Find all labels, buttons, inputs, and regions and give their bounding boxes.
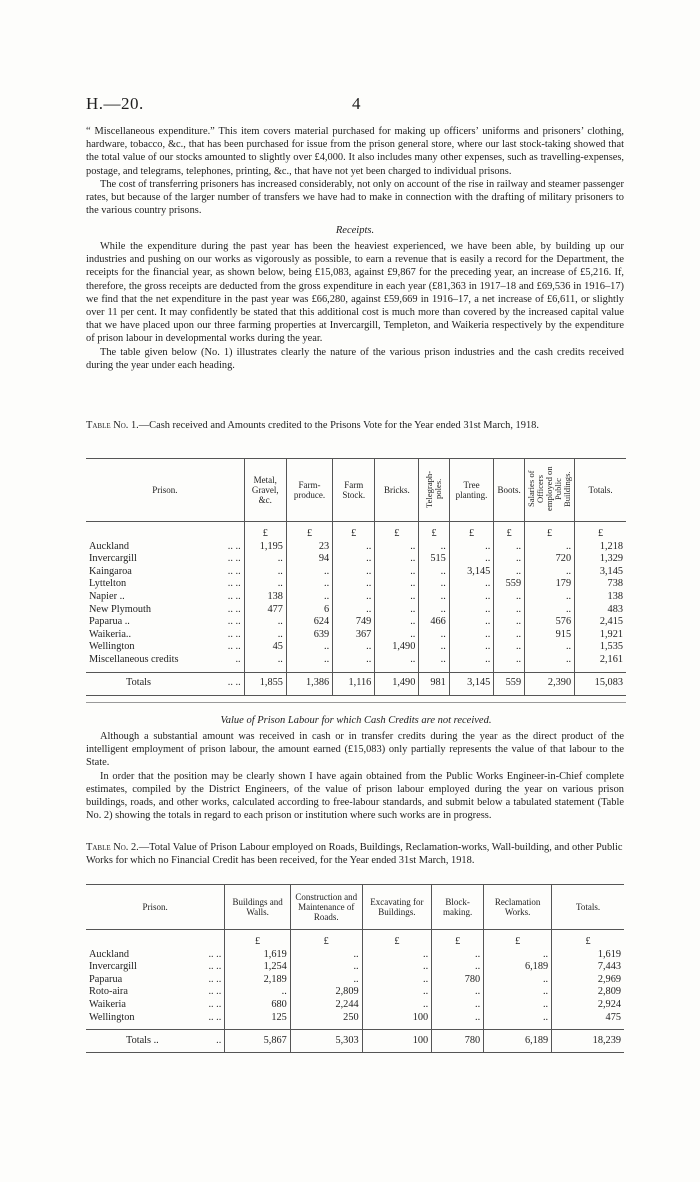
table2-cell: .. xyxy=(290,961,362,974)
table1-cash-received xyxy=(86,458,626,696)
table1-cell: .. xyxy=(375,566,419,579)
table1-prison-name: Waikeria.. xyxy=(89,628,132,640)
table1-bottom-rule xyxy=(86,702,626,703)
table2-cell: .. xyxy=(432,999,484,1012)
table1-row xyxy=(86,629,626,642)
table2-unit-6: £ xyxy=(552,930,624,949)
table1-cell: .. xyxy=(525,541,575,554)
table2-unit-4: £ xyxy=(432,930,484,949)
table2-labour-value xyxy=(86,884,624,1053)
paragraph-public-works: In order that the position may be clearly shown I have again obtained from the Public Works Engineer-in-Chief complete estimates, compiled by the District Engineers, of the value of prison labour employed during the year on various prison buildings, roads, and other works, calculated according to free-labour standards, and submit below a tabulated statement (Table No. 2) showing the totals in regard to each prison or institution where such works are in progress. xyxy=(86,770,624,822)
table2-cell: .. xyxy=(362,974,432,987)
table2-cell: .. xyxy=(484,974,552,987)
table2-row-name xyxy=(86,961,225,974)
table1-leader-dots: .. .. xyxy=(227,540,241,552)
table1-totals-label xyxy=(86,672,244,695)
table1-totals-cell: 1,116 xyxy=(333,672,375,695)
table2-caption-text: —Total Value of Prison Labour employed on Roads, Buildings, Reclamation-works, Wall-building, and other Public Works for which no Financial Credit has been received, for the Year ended 31st March, 1918. xyxy=(86,842,623,866)
table1-totals-cell: 1,490 xyxy=(375,672,419,695)
table1-leader-dots: .. .. xyxy=(227,603,241,615)
table2-unit-2: £ xyxy=(290,930,362,949)
table2-cell: .. xyxy=(362,961,432,974)
table1-row-name xyxy=(86,591,244,604)
table2-totals-text: Totals .. xyxy=(126,1034,159,1046)
table2-cell: .. xyxy=(484,999,552,1012)
table1-cell: 515 xyxy=(419,553,449,566)
table1-prison-name: Miscellaneous credits xyxy=(89,653,179,665)
table1-cell: .. xyxy=(375,591,419,604)
table1-cell: .. xyxy=(494,541,525,554)
table1-totals-cell: 15,083 xyxy=(575,672,626,695)
table1-cell: 466 xyxy=(419,616,449,629)
table1-cell: .. xyxy=(494,566,525,579)
table1-unit-7: £ xyxy=(494,522,525,541)
table1-header-0: Prison. xyxy=(86,459,244,522)
table2-cell: 250 xyxy=(290,1012,362,1025)
table1-cell: .. xyxy=(286,641,332,654)
table2-prison-name: Roto-aira xyxy=(89,986,128,998)
body-text-receipts xyxy=(86,240,624,372)
paragraph-receipts: While the expenditure during the past year has been the heaviest experienced, we have been able, by building up our industries and pushing on our works as vigorously as possible, to earn a revenue that is easily a record for the Department, the receipts for the financial year, as shown below, being £15,083, against £9,867 for the preceding year, an increase of £5,216. If, therefore, the gross receipts are deducted from the gross expenditure in each year (£81,363 in 1917–18 and £69,536 in 1916–17) we find that the net expenditure in the past year was £66,280, against £59,669 in 1916–17, a net increase of £6,611, or slightly over 11 per cent. It may confidently be stated that this additional cost is much more than covered by the increased capital value that we have placed upon our three farming properties at Invercargill, Templeton, and Waikeria respectively by the expenditure of prison labour in developmental works during the year. xyxy=(86,241,624,345)
table2-cell: 2,924 xyxy=(552,999,624,1012)
table1-cell: .. xyxy=(333,541,375,554)
table2-caption xyxy=(86,841,626,867)
table2-cell: 7,443 xyxy=(552,961,624,974)
table2-row xyxy=(86,974,624,987)
table1-header-2: Farm-produce. xyxy=(286,459,332,522)
table2-row-name xyxy=(86,986,225,999)
table1-cell: .. xyxy=(449,541,493,554)
table1-cell: .. xyxy=(333,578,375,591)
table2-row xyxy=(86,986,624,999)
table1-cell: 179 xyxy=(525,578,575,591)
table1-totals-cell: 2,390 xyxy=(525,672,575,695)
table1-prison-name: Kaingaroa xyxy=(89,565,132,577)
table1-cell: 720 xyxy=(525,553,575,566)
table1-row xyxy=(86,641,626,654)
table1-unit-5: £ xyxy=(419,522,449,541)
table1-row xyxy=(86,591,626,604)
table1-row-name xyxy=(86,541,244,554)
labour-heading: Value of Prison Labour for which Cash Credits are not received. xyxy=(220,715,492,726)
table1-cell: .. xyxy=(333,553,375,566)
table2-cell: 2,244 xyxy=(290,999,362,1012)
table1-cell: .. xyxy=(286,654,332,667)
receipts-heading: Receipts. xyxy=(335,225,375,236)
table2-cell: 1,619 xyxy=(225,949,291,962)
table1-cell: .. xyxy=(244,566,286,579)
table2-cell: .. xyxy=(432,986,484,999)
body-text-top xyxy=(86,125,624,217)
table2-header-6: Totals. xyxy=(552,885,624,930)
table2-header-1: Buildings and Walls. xyxy=(225,885,291,930)
table2-row-name xyxy=(86,949,225,962)
table2-prison-name: Auckland xyxy=(89,948,130,960)
table2-leader-dots: .. .. xyxy=(208,998,222,1010)
table1-unit-2: £ xyxy=(286,522,332,541)
table1-cell: .. xyxy=(449,604,493,617)
table1-leader-dots: .. .. xyxy=(227,641,241,653)
table1-cell: .. xyxy=(244,629,286,642)
table2-cell: 1,254 xyxy=(225,961,291,974)
body-text-labour xyxy=(86,730,624,822)
table1-cell: .. xyxy=(333,591,375,604)
table1-cell: .. xyxy=(286,591,332,604)
table1-cell: .. xyxy=(494,629,525,642)
table1-cell: .. xyxy=(286,566,332,579)
table1-unit-4: £ xyxy=(375,522,419,541)
table1-caption-text: —Cash received and Amounts credited to the Prisons Vote for the Year ended 31st March, 1918. xyxy=(138,420,539,431)
table2-cell: 780 xyxy=(432,974,484,987)
table2-cell: 475 xyxy=(552,1012,624,1025)
table1-caption xyxy=(86,419,626,432)
table2-leader-dots: .. .. xyxy=(208,986,222,998)
table2-cell: 100 xyxy=(362,1012,432,1025)
table2-header-5: Reclamation Works. xyxy=(484,885,552,930)
table1-cell: 94 xyxy=(286,553,332,566)
table1-row-name xyxy=(86,578,244,591)
table2-cell: 125 xyxy=(225,1012,291,1025)
table1-cell: .. xyxy=(375,654,419,667)
table1-cell: 23 xyxy=(286,541,332,554)
table1-cell: 1,535 xyxy=(575,641,626,654)
table2-totals-dots: .. xyxy=(216,1034,222,1046)
table1-cell: 138 xyxy=(244,591,286,604)
table1-cell: 483 xyxy=(575,604,626,617)
table1-cell: .. xyxy=(375,616,419,629)
table2-cell: 1,619 xyxy=(552,949,624,962)
table1-prison-name: Auckland xyxy=(89,540,130,552)
table2-cell: .. xyxy=(290,949,362,962)
table2-cell: .. xyxy=(362,986,432,999)
table1-cell: 1,195 xyxy=(244,541,286,554)
table1-unit-9: £ xyxy=(575,522,626,541)
table2-totals-cell: 5,867 xyxy=(225,1030,291,1053)
table1-totals-row xyxy=(86,672,626,695)
table1-leader-dots: .. .. xyxy=(227,628,241,640)
table2-cell: 680 xyxy=(225,999,291,1012)
table1-cell: 915 xyxy=(525,629,575,642)
table1-leader-dots: .. .. xyxy=(227,616,241,628)
table2-prison-name: Waikeria xyxy=(89,998,126,1010)
table1-unit-row xyxy=(86,522,626,541)
table1-cell: .. xyxy=(419,629,449,642)
table1-totals-cell: 1,855 xyxy=(244,672,286,695)
table2-prison-name: Paparua xyxy=(89,973,123,985)
table1-row-name xyxy=(86,654,244,667)
paragraph-miscellaneous: “ Miscellaneous expenditure.” This item covers material purchased for making up officers’ uniforms and prisoners’ clothing, hardware, tobacco, &c., that has been purchased for issue from the prison general store, where our last stock-taking showed that the total value of our stocks amounted to slightly over £4,000. It also includes many other expenses, such as travelling-expenses, postage, and telegrams, telephones, printing, &c., that have not yet been charged to individual prisons. xyxy=(86,126,624,177)
table1-caption-label: Table No. 1. xyxy=(86,420,139,431)
table2-totals-cell: 6,189 xyxy=(484,1030,552,1053)
table1-cell: 738 xyxy=(575,578,626,591)
table1-cell: 45 xyxy=(244,641,286,654)
table1-cell: .. xyxy=(333,654,375,667)
table2-cell: 6,189 xyxy=(484,961,552,974)
table1-cell: .. xyxy=(449,654,493,667)
table2-totals-cell: 100 xyxy=(362,1030,432,1053)
table2-leader-dots: .. .. xyxy=(208,948,222,960)
table1-cell: 2,161 xyxy=(575,654,626,667)
table1-cell: 2,415 xyxy=(575,616,626,629)
table2-unit-0 xyxy=(86,930,225,949)
table1-unit-6: £ xyxy=(449,522,493,541)
table1-prison-name: New Plymouth xyxy=(89,603,152,615)
table2-totals-cell: 18,239 xyxy=(552,1030,624,1053)
table2-cell: 2,969 xyxy=(552,974,624,987)
table2-cell: .. xyxy=(432,949,484,962)
table2-cell: .. xyxy=(484,1012,552,1025)
table1-header-7: Boots. xyxy=(494,459,525,522)
table1-row-name xyxy=(86,604,244,617)
table1-cell: 3,145 xyxy=(449,566,493,579)
table2-row xyxy=(86,961,624,974)
table1-header-1: Metal, Gravel, &c. xyxy=(244,459,286,522)
table2-cell: .. xyxy=(432,1012,484,1025)
table1-totals-cell: 559 xyxy=(494,672,525,695)
paragraph-labour-value: Although a substantial amount was received in cash or in transfer credits during the year as the direct product of the intelligent employment of prison labour, the amount earned (£15,083) only partially represents the value of that labour to the State. xyxy=(86,731,624,769)
table2-row xyxy=(86,1012,624,1025)
table2-header-2: Construction and Maintenance of Roads. xyxy=(290,885,362,930)
table1-prison-name: Lyttelton xyxy=(89,578,127,590)
page-number: 4 xyxy=(352,94,361,113)
table1-totals-cell: 3,145 xyxy=(449,672,493,695)
table2-leader-dots: .. .. xyxy=(208,961,222,973)
table1-cell: .. xyxy=(525,654,575,667)
table1-cell: .. xyxy=(244,578,286,591)
table2-cell: .. xyxy=(290,974,362,987)
table1-header-text-8: Salaries of Officers employed on Public Buildings. xyxy=(526,466,573,512)
table1-cell: .. xyxy=(494,654,525,667)
table1-cell: .. xyxy=(494,591,525,604)
table1-leader-dots: .. xyxy=(235,653,241,665)
table1-cell: .. xyxy=(375,629,419,642)
table2-unit-row xyxy=(86,930,624,949)
table2-row-name xyxy=(86,999,225,1012)
table2-prison-name: Wellington xyxy=(89,1011,135,1023)
table1-cell: .. xyxy=(449,616,493,629)
table1-cell: .. xyxy=(494,641,525,654)
table1-cell: 6 xyxy=(286,604,332,617)
table1-row xyxy=(86,553,626,566)
table2-prison-name: Invercargill xyxy=(89,961,137,973)
table2-totals-row xyxy=(86,1030,624,1053)
table1-row-name xyxy=(86,641,244,654)
table1-unit-0 xyxy=(86,522,244,541)
table1-totals-text: Totals xyxy=(126,677,152,689)
table1-cell: 749 xyxy=(333,616,375,629)
table1-cell: .. xyxy=(449,629,493,642)
table2-cell: .. xyxy=(484,949,552,962)
table1-cell: .. xyxy=(244,553,286,566)
table2-cell: 2,189 xyxy=(225,974,291,987)
table1-cell: .. xyxy=(419,566,449,579)
table1-cell: .. xyxy=(419,604,449,617)
table1-cell: 1,218 xyxy=(575,541,626,554)
table1-unit-1: £ xyxy=(244,522,286,541)
table2-cell: 2,809 xyxy=(290,986,362,999)
table2-header-3: Excavating for Buildings. xyxy=(362,885,432,930)
table1-leader-dots: .. .. xyxy=(227,565,241,577)
table1-cell: .. xyxy=(333,604,375,617)
table1-cell: 576 xyxy=(525,616,575,629)
table1-cell: .. xyxy=(494,616,525,629)
table1-cell: 367 xyxy=(333,629,375,642)
table2-header-4: Block-making. xyxy=(432,885,484,930)
table2-unit-3: £ xyxy=(362,930,432,949)
table1-header-6: Tree planting. xyxy=(449,459,493,522)
table1-cell: .. xyxy=(525,641,575,654)
table1-cell: .. xyxy=(333,566,375,579)
table1-row-name xyxy=(86,553,244,566)
table1-cell: .. xyxy=(419,641,449,654)
table2-leader-dots: .. .. xyxy=(208,973,222,985)
table1-cell: .. xyxy=(525,591,575,604)
table1-cell: .. xyxy=(375,578,419,591)
table1-prison-name: Invercargill xyxy=(89,553,137,565)
table1-cell: .. xyxy=(449,553,493,566)
table2-row-name xyxy=(86,1012,225,1025)
table2-cell: .. xyxy=(432,961,484,974)
table1-cell: .. xyxy=(525,604,575,617)
table1-cell: 3,145 xyxy=(575,566,626,579)
table1-cell: 138 xyxy=(575,591,626,604)
table2-cell: .. xyxy=(362,999,432,1012)
table1-header-4: Bricks. xyxy=(375,459,419,522)
table2-cell: .. xyxy=(362,949,432,962)
table1-prison-name: Wellington xyxy=(89,641,135,653)
table1-cell: .. xyxy=(419,541,449,554)
table1-row-name xyxy=(86,566,244,579)
table1-cell: .. xyxy=(494,553,525,566)
table1-row xyxy=(86,578,626,591)
table1-row-name xyxy=(86,629,244,642)
table1-cell: .. xyxy=(244,654,286,667)
table1-header-8 xyxy=(525,459,575,522)
paragraph-transfer-cost: The cost of transferring prisoners has increased considerably, not only on account of the rise in railway and steamer passenger rates, but because of the larger number of transfers we have had to make in connection with the drafting of military prisoners to the various country prisons. xyxy=(86,178,624,217)
table1-cell: .. xyxy=(449,578,493,591)
table1-cell: .. xyxy=(333,641,375,654)
table1-cell: .. xyxy=(375,541,419,554)
table1-leader-dots: .. .. xyxy=(227,590,241,602)
table2-cell: 2,809 xyxy=(552,986,624,999)
table2-totals-cell: 780 xyxy=(432,1030,484,1053)
table1-row xyxy=(86,616,626,629)
table1-cell: .. xyxy=(375,553,419,566)
table2-header-row xyxy=(86,885,624,930)
table2-totals-cell: 5,303 xyxy=(290,1030,362,1053)
table2-unit-1: £ xyxy=(225,930,291,949)
table1-cell: .. xyxy=(419,654,449,667)
table1-row xyxy=(86,566,626,579)
paragraph-table1-intro: The table given below (No. 1) illustrates clearly the nature of the various prison industries and the cash credits received during the year under each heading. xyxy=(86,346,624,371)
table1-cell: .. xyxy=(449,641,493,654)
table1-cell: 1,490 xyxy=(375,641,419,654)
table1-cell: .. xyxy=(494,604,525,617)
table1-prison-name: Paparua .. xyxy=(89,616,130,628)
table1-totals-cell: 981 xyxy=(419,672,449,695)
table2-cell: .. xyxy=(225,986,291,999)
table1-cell: 477 xyxy=(244,604,286,617)
table1-row xyxy=(86,604,626,617)
table1-leader-dots: .. .. xyxy=(227,578,241,590)
series-reference: H.—20. xyxy=(86,94,144,113)
table1-cell: 624 xyxy=(286,616,332,629)
table1-header-3: Farm Stock. xyxy=(333,459,375,522)
table1-cell: .. xyxy=(419,578,449,591)
table1-cell: .. xyxy=(525,566,575,579)
table1-header-text-5: Telegraph-poles. xyxy=(424,470,444,508)
table1-unit-8: £ xyxy=(525,522,575,541)
table1-prison-name: Napier .. xyxy=(89,590,125,602)
table1-row xyxy=(86,654,626,667)
table2-cell: .. xyxy=(484,986,552,999)
table1-cell: 1,329 xyxy=(575,553,626,566)
table2-caption-label: Table No. 2. xyxy=(86,842,139,853)
table1-cell: 1,921 xyxy=(575,629,626,642)
table1-row xyxy=(86,541,626,554)
table2-leader-dots: .. .. xyxy=(208,1011,222,1023)
table1-cell: 559 xyxy=(494,578,525,591)
table1-cell: .. xyxy=(375,604,419,617)
table1-cell: .. xyxy=(286,578,332,591)
table1-header-5 xyxy=(419,459,449,522)
table1-cell: .. xyxy=(419,591,449,604)
table2-header-0: Prison. xyxy=(86,885,225,930)
table2-row xyxy=(86,999,624,1012)
table2-row-name xyxy=(86,974,225,987)
table1-cell: .. xyxy=(449,591,493,604)
table1-totals-cell: 1,386 xyxy=(286,672,332,695)
table2-row xyxy=(86,949,624,962)
table1-unit-3: £ xyxy=(333,522,375,541)
table1-cell: 639 xyxy=(286,629,332,642)
table1-totals-dots: .. .. xyxy=(227,677,241,689)
table2-unit-5: £ xyxy=(484,930,552,949)
table1-header-row xyxy=(86,459,626,522)
table1-cell: .. xyxy=(244,616,286,629)
table1-header-9: Totals. xyxy=(575,459,626,522)
table1-leader-dots: .. .. xyxy=(227,553,241,565)
table1-row-name xyxy=(86,616,244,629)
table2-totals-label xyxy=(86,1030,225,1053)
